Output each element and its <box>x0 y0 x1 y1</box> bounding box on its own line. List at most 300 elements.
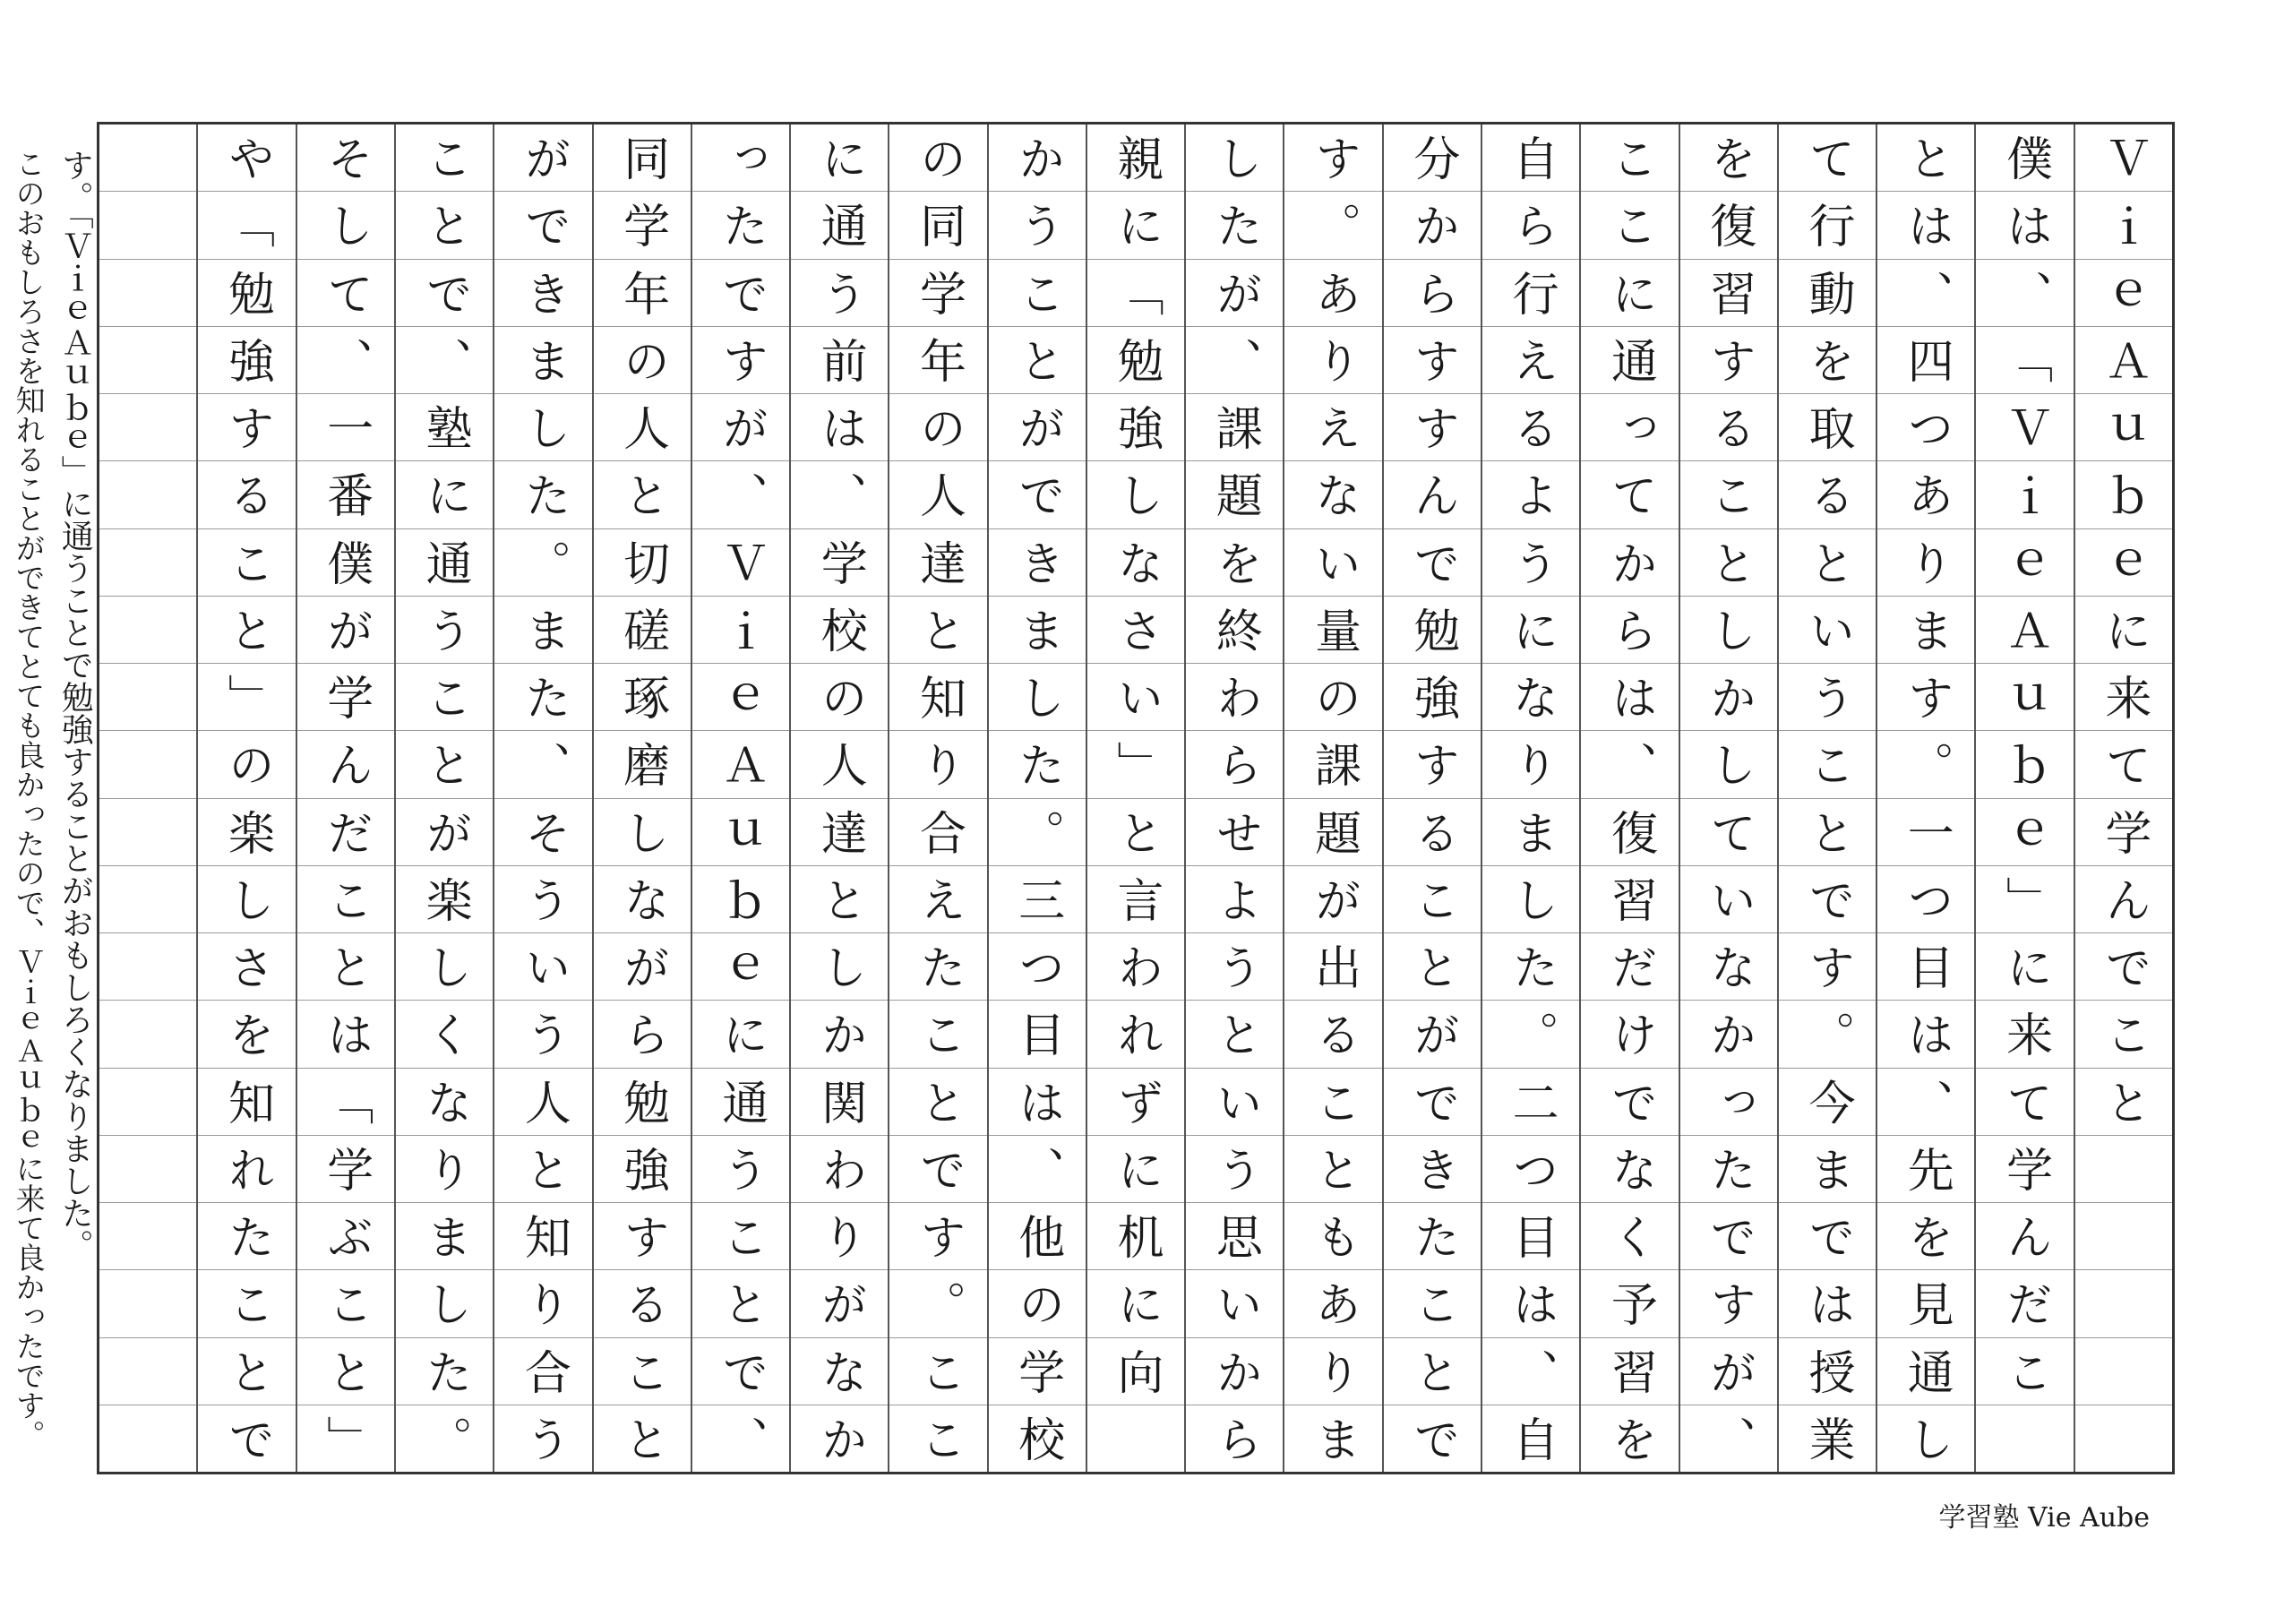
grid-cell: 通 <box>791 191 888 258</box>
grid-cell: く <box>1581 1202 1678 1269</box>
grid-cell: そ <box>318 134 373 182</box>
grid-cell: 合 <box>494 1337 591 1405</box>
grid-column <box>493 125 591 1472</box>
grid-cell: の <box>791 663 888 730</box>
grid-column <box>1086 125 1184 1472</box>
grid-cell: 人 <box>791 730 888 797</box>
grid-cell: 切 <box>594 528 691 596</box>
grid-cell: に <box>1087 191 1184 258</box>
grid-column <box>987 125 1086 1472</box>
grid-cell: 学 <box>297 1135 394 1202</box>
grid-cell: と <box>692 1269 789 1336</box>
grid-cell: ま <box>1877 596 1974 663</box>
grid-cell: か <box>1680 663 1777 730</box>
grid-cell: と <box>989 326 1086 393</box>
grid-cell: 」 <box>1087 730 1184 797</box>
grid-cell <box>1976 1405 2073 1472</box>
grid-column <box>888 125 986 1472</box>
grid-cell: 一 <box>297 393 394 460</box>
grid-cell: よ <box>1186 865 1283 932</box>
grid-cell: う <box>791 259 888 326</box>
grid-cell: に <box>692 1000 789 1067</box>
grid-cell: 学 <box>1976 1135 2073 1202</box>
grid-cell: こ <box>889 1405 986 1472</box>
grid-cell: 年 <box>889 326 986 393</box>
grid-cell: 合 <box>889 798 986 865</box>
grid-cell: ｅ <box>2075 528 2172 596</box>
grid-cell <box>99 393 196 460</box>
grid-cell: Ａ <box>1976 596 2073 663</box>
grid-cell: 、 <box>1186 326 1283 393</box>
grid-cell: 前 <box>791 326 888 393</box>
grid-cell: と <box>396 730 493 797</box>
grid-cell: の <box>198 730 295 797</box>
grid-cell: 課 <box>1186 393 1283 460</box>
grid-cell: 来 <box>1976 1000 2073 1067</box>
grid-cell: の <box>911 134 966 182</box>
grid-cell: と <box>1384 932 1481 1000</box>
grid-cell <box>99 1202 196 1269</box>
grid-column <box>1579 125 1678 1472</box>
grid-cell: と <box>198 1337 295 1405</box>
grid-cell: に <box>1087 1269 1184 1336</box>
grid-cell: 、 <box>1680 1405 1777 1472</box>
grid-cell: 、 <box>692 1405 789 1472</box>
grid-cell: 量 <box>1284 596 1381 663</box>
grid-cell: で <box>1779 865 1876 932</box>
grid-cell: 。 <box>1877 730 1974 797</box>
grid-cell: 勉 <box>198 259 295 326</box>
grid-cell: 」 <box>297 1405 394 1472</box>
grid-cell: す <box>889 1202 986 1269</box>
grid-cell: 関 <box>791 1068 888 1135</box>
grid-cell: 同 <box>889 191 986 258</box>
grid-cell: が <box>396 798 493 865</box>
grid-cell: 校 <box>791 596 888 663</box>
grid-cell: ｅ <box>1976 798 2073 865</box>
grid-cell: 年 <box>594 259 691 326</box>
grid-cell: 楽 <box>198 798 295 865</box>
grid-cell: ｉ <box>1976 460 2073 528</box>
grid-cell: か <box>791 1405 888 1472</box>
grid-cell: こ <box>1384 1269 1481 1336</box>
grid-cell: Ｖ <box>1976 393 2073 460</box>
grid-column <box>1679 125 1777 1472</box>
grid-cell: た <box>1186 191 1283 258</box>
grid-cell: せ <box>1186 798 1283 865</box>
grid-cell: こ <box>889 1337 986 1405</box>
grid-cell: と <box>889 1068 986 1135</box>
grid-cell: き <box>494 259 591 326</box>
grid-cell: な <box>594 865 691 932</box>
grid-cell: ま <box>1284 1405 1381 1472</box>
grid-cell: こ <box>198 528 295 596</box>
grid-cell: り <box>396 1135 493 1202</box>
grid-cell: う <box>494 1000 591 1067</box>
grid-cell: 。 <box>989 798 1086 865</box>
grid-cell: う <box>989 191 1086 258</box>
grid-cell: 終 <box>1186 596 1283 663</box>
grid-cell: と <box>297 932 394 1000</box>
grid-cell: ん <box>297 730 394 797</box>
grid-cell: こ <box>989 259 1086 326</box>
grid-cell: か <box>1680 1000 1777 1067</box>
grid-cell: よ <box>1482 460 1579 528</box>
grid-cell: 人 <box>594 393 691 460</box>
grid-cell: き <box>1384 1135 1481 1202</box>
grid-cell <box>99 730 196 797</box>
grid-cell: を <box>1779 326 1876 393</box>
grid-cell: と <box>594 1405 691 1472</box>
grid-cell: う <box>1186 932 1283 1000</box>
grid-cell: い <box>1186 1068 1283 1135</box>
grid-cell: ら <box>1186 1405 1283 1472</box>
grid-cell: た <box>198 1202 295 1269</box>
grid-cell: 復 <box>1581 798 1678 865</box>
grid-cell: す <box>1680 1269 1777 1336</box>
grid-cell: し <box>791 932 888 1000</box>
grid-cell: こ <box>1602 134 1657 182</box>
grid-cell: 「 <box>198 191 295 258</box>
grid-cell: と <box>297 1337 394 1405</box>
grid-cell: く <box>396 1000 493 1067</box>
grid-cell: た <box>494 460 591 528</box>
grid-cell: し <box>1087 460 1184 528</box>
grid-cell: ら <box>1482 191 1579 258</box>
grid-cell: 。 <box>1779 1000 1876 1067</box>
grid-cell: ｕ <box>1976 663 2073 730</box>
grid-cell <box>99 259 196 326</box>
grid-cell: 人 <box>494 1068 591 1135</box>
grid-cell: と <box>1899 134 1954 182</box>
grid-cell: で <box>2075 932 2172 1000</box>
grid-cell: 、 <box>791 460 888 528</box>
grid-cell: さ <box>198 932 295 1000</box>
grid-cell: る <box>198 460 295 528</box>
grid-cell: 知 <box>889 663 986 730</box>
grid-cell: こ <box>692 1202 789 1269</box>
grid-cell: 塾 <box>396 393 493 460</box>
grid-cell: ｂ <box>2075 460 2172 528</box>
grid-cell: 強 <box>1384 663 1481 730</box>
grid-cell: た <box>889 932 986 1000</box>
grid-cell: 、 <box>1976 259 2073 326</box>
grid-cell: て <box>1976 1068 2073 1135</box>
grid-cell: と <box>594 460 691 528</box>
grid-cell: こ <box>396 663 493 730</box>
grid-cell: な <box>1482 663 1579 730</box>
grid-cell: と <box>1384 1337 1481 1405</box>
grid-cell: う <box>1186 1135 1283 1202</box>
grid-cell: 課 <box>1284 730 1381 797</box>
grid-cell: う <box>692 1135 789 1202</box>
grid-cell: ｅ <box>1976 528 2073 596</box>
grid-cell: こ <box>1779 730 1876 797</box>
grid-cell: 知 <box>198 1068 295 1135</box>
grid-cell: 、 <box>396 326 493 393</box>
grid-cell: つ <box>1877 865 1974 932</box>
grid-cell: 勉 <box>594 1068 691 1135</box>
grid-cell: っ <box>713 134 768 182</box>
grid-cell: 他 <box>989 1202 1086 1269</box>
grid-cell <box>99 1269 196 1336</box>
grid-cell: し <box>297 191 394 258</box>
grid-cell: 授 <box>1779 1337 1876 1405</box>
grid-cell: ず <box>1087 1068 1184 1135</box>
grid-cell: 動 <box>1779 259 1876 326</box>
grid-cell: た <box>692 191 789 258</box>
grid-cell: 目 <box>1482 1202 1579 1269</box>
grid-cell: こ <box>1581 191 1678 258</box>
grid-cell: る <box>1384 798 1481 865</box>
grid-cell: こ <box>198 1269 295 1336</box>
grid-cell: す <box>198 393 295 460</box>
grid-cell: い <box>494 932 591 1000</box>
grid-cell: 言 <box>1087 865 1184 932</box>
grid-cell: の <box>594 326 691 393</box>
grid-cell: ん <box>1976 1202 2073 1269</box>
grid-cell: い <box>1087 663 1184 730</box>
grid-cell <box>2075 1405 2172 1472</box>
grid-cell: に <box>1581 259 1678 326</box>
grid-cell <box>99 596 196 663</box>
grid-cell: す <box>692 326 789 393</box>
grid-cell: に <box>1976 932 2073 1000</box>
grid-cell: 題 <box>1186 460 1283 528</box>
grid-cell: り <box>1284 326 1381 393</box>
grid-cell: 強 <box>1087 393 1184 460</box>
grid-cell: に <box>1087 1135 1184 1202</box>
grid-cell: 、 <box>1877 1068 1974 1135</box>
grid-column <box>1876 125 1974 1472</box>
grid-cell: て <box>1581 460 1678 528</box>
grid-cell: り <box>889 730 986 797</box>
grid-cell: き <box>989 528 1086 596</box>
grid-cell: な <box>1087 528 1184 596</box>
grid-cell: ｅ <box>2075 259 2172 326</box>
grid-cell: た <box>989 730 1086 797</box>
grid-cell: ま <box>494 596 591 663</box>
grid-cell: け <box>1581 1000 1678 1067</box>
grid-cell: を <box>1877 1202 1974 1269</box>
grid-cell: で <box>889 1135 986 1202</box>
grid-cell: し <box>1680 596 1777 663</box>
grid-cell: 通 <box>396 528 493 596</box>
grid-cell: わ <box>1087 932 1184 1000</box>
grid-cell: 見 <box>1877 1269 1974 1336</box>
grid-cell: た <box>396 1337 493 1405</box>
grid-cell <box>2075 1269 2172 1336</box>
grid-cell: だ <box>297 798 394 865</box>
grid-cell: が <box>297 596 394 663</box>
grid-cell: の <box>989 1269 1086 1336</box>
grid-cell: 。 <box>396 1405 493 1472</box>
grid-cell: る <box>594 1269 691 1336</box>
grid-cell: ｅ <box>692 663 789 730</box>
grid-cell: Ｖ <box>692 528 789 596</box>
grid-cell: 校 <box>989 1405 1086 1472</box>
grid-cell: し <box>1877 1405 1974 1472</box>
grid-cell: ら <box>1581 596 1678 663</box>
grid-cell: ｕ <box>692 798 789 865</box>
grid-cell: し <box>1482 865 1579 932</box>
grid-cell: ｂ <box>1976 730 2073 797</box>
grid-cell: と <box>1680 528 1777 596</box>
grid-cell: か <box>1384 191 1481 258</box>
grid-cell: 習 <box>1581 1337 1678 1405</box>
grid-cell: ｕ <box>2075 393 2172 460</box>
grid-cell: 通 <box>1581 326 1678 393</box>
grid-cell: し <box>396 932 493 1000</box>
grid-cell: し <box>396 1269 493 1336</box>
grid-cell: て <box>1680 798 1777 865</box>
grid-cell: 行 <box>1482 259 1579 326</box>
grid-cell: す <box>1384 730 1481 797</box>
grid-cell: 強 <box>198 326 295 393</box>
grid-cell: が <box>1186 259 1283 326</box>
grid-cell: 勉 <box>1384 596 1481 663</box>
grid-cell: 業 <box>1779 1405 1876 1472</box>
grid-cell: 三 <box>989 865 1086 932</box>
grid-cell: か <box>1186 1337 1283 1405</box>
grid-cell: こ <box>889 1000 986 1067</box>
grid-cell: ま <box>494 326 591 393</box>
grid-cell: す <box>594 1202 691 1269</box>
grid-cell: で <box>1779 1202 1876 1269</box>
grid-cell: か <box>791 1000 888 1067</box>
grid-column <box>296 125 394 1472</box>
grid-cell: に <box>812 134 867 182</box>
grid-cell: 、 <box>494 730 591 797</box>
grid-cell: と <box>1186 1000 1283 1067</box>
grid-cell: り <box>1877 528 1974 596</box>
grid-cell: 一 <box>1877 798 1974 865</box>
grid-cell: を <box>1581 1405 1678 1472</box>
grid-cell: し <box>989 663 1086 730</box>
grid-cell: は <box>1581 663 1678 730</box>
grid-column <box>789 125 888 1472</box>
grid-cell: で <box>692 259 789 326</box>
margin-note-2: このおもしろさを知れることができてとても良かったので、ＶｉｅＡｕｂｅに来て良かったです。 <box>11 149 47 1449</box>
grid-cell: 学 <box>594 191 691 258</box>
grid-cell: と <box>2075 1068 2172 1135</box>
grid-column <box>1481 125 1579 1472</box>
grid-cell: 、 <box>1581 730 1678 797</box>
grid-cell: 強 <box>594 1135 691 1202</box>
grid-cell: に <box>2075 596 2172 663</box>
grid-cell: 机 <box>1087 1202 1184 1269</box>
grid-cell: な <box>396 1068 493 1135</box>
grid-cell: し <box>198 865 295 932</box>
grid-cell: ん <box>1384 460 1481 528</box>
grid-cell: っ <box>1581 393 1678 460</box>
grid-column <box>394 125 493 1472</box>
grid-cell: え <box>1284 393 1381 460</box>
grid-cell: う <box>396 596 493 663</box>
grid-cell: 。 <box>1284 191 1381 258</box>
grid-cell: は <box>1976 191 2073 258</box>
grid-cell: い <box>1779 596 1876 663</box>
grid-cell: え <box>889 865 986 932</box>
grid-cell: だ <box>1976 1269 2073 1336</box>
grid-cell: と <box>396 191 493 258</box>
grid-cell: 、 <box>297 326 394 393</box>
grid-column <box>1283 125 1381 1472</box>
grid-cell: は <box>1482 1269 1579 1336</box>
grid-cell: る <box>1680 393 1777 460</box>
grid-column <box>2074 125 2172 1472</box>
grid-cell: こ <box>1384 865 1481 932</box>
grid-cell: 学 <box>889 259 986 326</box>
grid-cell: と <box>494 1135 591 1202</box>
grid-cell: 学 <box>989 1337 1086 1405</box>
grid-cell: が <box>989 393 1086 460</box>
grid-cell: 今 <box>1779 1068 1876 1135</box>
grid-cell: で <box>494 191 591 258</box>
grid-cell: す <box>1779 932 1876 1000</box>
grid-column <box>99 125 196 1472</box>
grid-cell: ま <box>1482 798 1579 865</box>
grid-cell: 自 <box>1482 1405 1579 1472</box>
grid-cell: ら <box>1384 259 1481 326</box>
grid-cell: と <box>1779 798 1876 865</box>
grid-cell: 、 <box>692 460 789 528</box>
grid-cell: 二 <box>1482 1068 1579 1135</box>
grid-cell: 親 <box>1109 134 1164 182</box>
grid-cell: た <box>1680 1135 1777 1202</box>
grid-cell <box>99 1000 196 1067</box>
grid-cell: な <box>1581 1135 1678 1202</box>
grid-cell: こ <box>297 1269 394 1336</box>
grid-cell: な <box>791 1337 888 1405</box>
grid-cell: 出 <box>1284 932 1381 1000</box>
grid-cell: こ <box>1976 1337 2073 1405</box>
grid-cell: 磨 <box>594 730 691 797</box>
grid-cell: す <box>1384 326 1481 393</box>
grid-cell: が <box>1284 865 1381 932</box>
grid-cell: と <box>791 865 888 932</box>
grid-cell: 来 <box>2075 663 2172 730</box>
grid-cell: 思 <box>1186 1202 1283 1269</box>
grid-cell: ら <box>594 1000 691 1067</box>
grid-cell: を <box>198 1000 295 1067</box>
grid-cell <box>2075 1135 2172 1202</box>
grid-cell: 。 <box>889 1269 986 1336</box>
grid-cell: で <box>1680 1202 1777 1269</box>
grid-cell: こ <box>297 865 394 932</box>
grid-cell: た <box>1482 932 1579 1000</box>
grid-cell: 達 <box>791 798 888 865</box>
grid-cell: 四 <box>1877 326 1974 393</box>
grid-cell: う <box>1482 528 1579 596</box>
grid-cell: 分 <box>1404 134 1459 182</box>
grid-cell: す <box>1680 326 1777 393</box>
grid-cell: 、 <box>989 1135 1086 1202</box>
grid-cell: し <box>494 393 591 460</box>
grid-cell: こ <box>1284 1068 1381 1135</box>
grid-cell: と <box>1779 528 1876 596</box>
grid-cell: に <box>1482 596 1579 663</box>
grid-cell: い <box>1186 1269 1283 1336</box>
grid-cell: 同 <box>614 134 669 182</box>
grid-cell: い <box>1680 865 1777 932</box>
grid-cell: 先 <box>1877 1135 1974 1202</box>
grid-cell: あ <box>1284 259 1381 326</box>
grid-cell: た <box>494 663 591 730</box>
grid-cell: 番 <box>297 460 394 528</box>
grid-cell: 達 <box>889 528 986 596</box>
grid-cell: す <box>1877 663 1974 730</box>
